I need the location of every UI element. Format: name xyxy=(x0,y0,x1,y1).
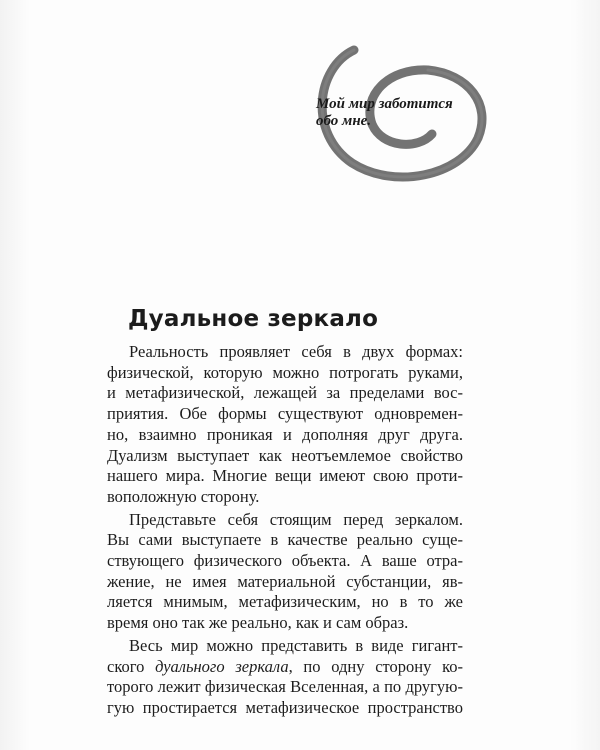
text-line: но, взаимно проникая и дополняя друг друга. xyxy=(107,424,463,444)
text-line: ствующего физического объекта. А ваше отра - xyxy=(107,551,463,572)
text-fragment: , по одну сторону ко xyxy=(288,656,458,676)
emphasized-term: дуального зеркала xyxy=(155,656,289,676)
text-line: Весь мир можно представить в виде гигант - xyxy=(107,636,463,657)
text-line: воположную сторону. xyxy=(107,486,260,506)
paragraph-3 xyxy=(107,636,463,719)
paragraph-2 xyxy=(107,510,463,634)
motto-affirmation xyxy=(316,96,486,130)
text-line: гую простирается метафизическое пространство xyxy=(107,697,463,717)
text-line: нашего мира. Многие вещи имеют свою проти - xyxy=(107,466,463,487)
text-line: время оно так же реально, как и сам образ. xyxy=(107,613,409,633)
text-line: Представьте себя стоящим перед зеркалом. xyxy=(129,509,463,529)
body-text xyxy=(107,342,463,721)
motto-line-2: обо мне. xyxy=(316,113,372,129)
section-title: Дуальное зеркало xyxy=(128,306,379,332)
text-fragment: ского xyxy=(107,656,156,676)
text-line: приятия. Обе формы существуют одновремен - xyxy=(107,404,463,425)
text-line: ляется мнимым, метафизическим, но в то же xyxy=(107,592,463,612)
motto-line-1: Мой мир заботится xyxy=(316,96,453,112)
text-line xyxy=(107,657,463,678)
text-line: Реальность проявляет себя в двух формах: xyxy=(129,342,463,361)
paragraph-1 xyxy=(107,342,463,508)
text-line: торого лежит физическая Вселенная, а по другую - xyxy=(107,677,463,698)
text-line: и метафизической, лежащей за пределами вос - xyxy=(107,383,463,404)
text-line: физической, которую можно потрогать руками, xyxy=(107,362,463,382)
text-line: жение, не имея материальной субстанции, яв - xyxy=(107,572,463,593)
text-line: Дуализм выступает как неотъемлемое свойство xyxy=(107,445,463,465)
text-line: Вы сами выступаете в качестве реально суще - xyxy=(107,530,463,551)
